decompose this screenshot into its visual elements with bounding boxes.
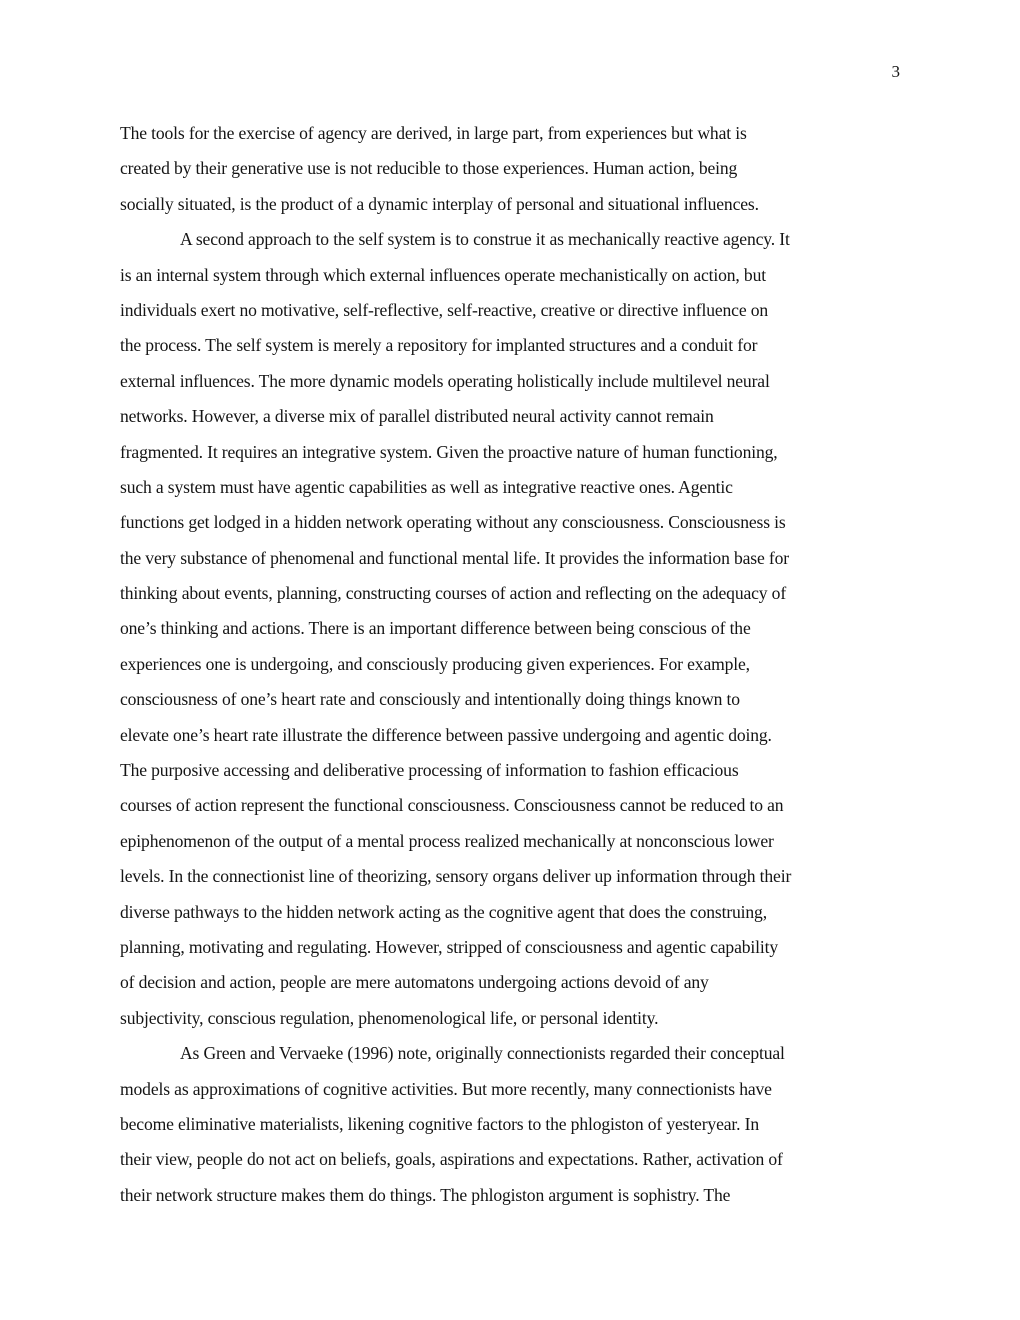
text-line: their network structure makes them do things. The phlogiston argument is sophistry. The xyxy=(120,1184,731,1205)
text-line: become eliminative materialists, likening cognitive factors to the phlogiston of yesteryear. In xyxy=(120,1113,759,1134)
body-text xyxy=(120,120,910,1217)
paragraph-1 xyxy=(120,120,910,226)
paragraph-2 xyxy=(120,226,910,1040)
text-line: epiphenomenon of the output of a mental process realized mechanically at nonconscious lower xyxy=(120,830,774,851)
text-line: external influences. The more dynamic models operating holistically include multilevel neural xyxy=(120,370,770,391)
text-line: individuals exert no motivative, self-reflective, self-reactive, creative or directive influence on xyxy=(120,299,769,320)
text-line: subjectivity, conscious regulation, phenomenological life, or personal identity. xyxy=(120,1007,659,1028)
text-line: diverse pathways to the hidden network acting as the cognitive agent that does the construing, xyxy=(120,901,767,922)
text-line: socially situated, is the product of a dynamic interplay of personal and situational influences. xyxy=(120,193,759,214)
text-line: their view, people do not act on beliefs, goals, aspirations and expectations. Rather, activation of xyxy=(120,1149,783,1170)
text-line: The tools for the exercise of agency are derived, in large part, from experiences but what is xyxy=(120,123,747,143)
text-line: of decision and action, people are mere automatons undergoing actions devoid of any xyxy=(120,972,709,993)
text-line: such a system must have agentic capabilities as well as integrative reactive ones. Agentic xyxy=(120,476,733,497)
text-line: As Green and Vervaeke (1996) note, originally connectionists regarded their conceptual xyxy=(180,1043,785,1064)
text-line: created by their generative use is not reducible to those experiences. Human action, being xyxy=(120,158,738,179)
text-line: one’s thinking and actions. There is an important difference between being conscious of the xyxy=(120,618,751,639)
text-line: A second approach to the self system is to construe it as mechanically reactive agency. It xyxy=(180,229,790,250)
text-line: the very substance of phenomenal and functional mental life. It provides the information base for xyxy=(120,547,789,568)
page-number: 3 xyxy=(891,62,900,81)
text-line: courses of action represent the functional consciousness. Consciousness cannot be reduced to an xyxy=(120,795,784,816)
text-line: thinking about events, planning, constructing courses of action and reflecting on the adequacy of xyxy=(120,583,787,604)
text-line: fragmented. It requires an integrative system. Given the proactive nature of human functioning, xyxy=(120,441,778,462)
paragraph-3 xyxy=(120,1040,910,1217)
text-line: networks. However, a diverse mix of parallel distributed neural activity cannot remain xyxy=(120,406,714,427)
text-line: elevate one’s heart rate illustrate the difference between passive undergoing and agentic doing. xyxy=(120,724,772,745)
text-line: models as approximations of cognitive activities. But more recently, many connectionists have xyxy=(120,1078,772,1099)
text-line: levels. In the connectionist line of theorizing, sensory organs deliver up information through their xyxy=(120,866,792,887)
text-line: consciousness of one’s heart rate and consciously and intentionally doing things known to xyxy=(120,689,740,710)
text-line: planning, motivating and regulating. However, stripped of consciousness and agentic capability xyxy=(120,936,778,957)
text-line: experiences one is undergoing, and consciously producing given experiences. For example, xyxy=(120,653,750,674)
text-line: functions get lodged in a hidden network operating without any consciousness. Consciousness is xyxy=(120,512,786,533)
text-line: The purposive accessing and deliberative processing of information to fashion efficacious xyxy=(120,760,739,781)
text-line: the process. The self system is merely a repository for implanted structures and a conduit for xyxy=(120,335,758,356)
text-line: is an internal system through which external influences operate mechanistically on action, but xyxy=(120,264,766,285)
